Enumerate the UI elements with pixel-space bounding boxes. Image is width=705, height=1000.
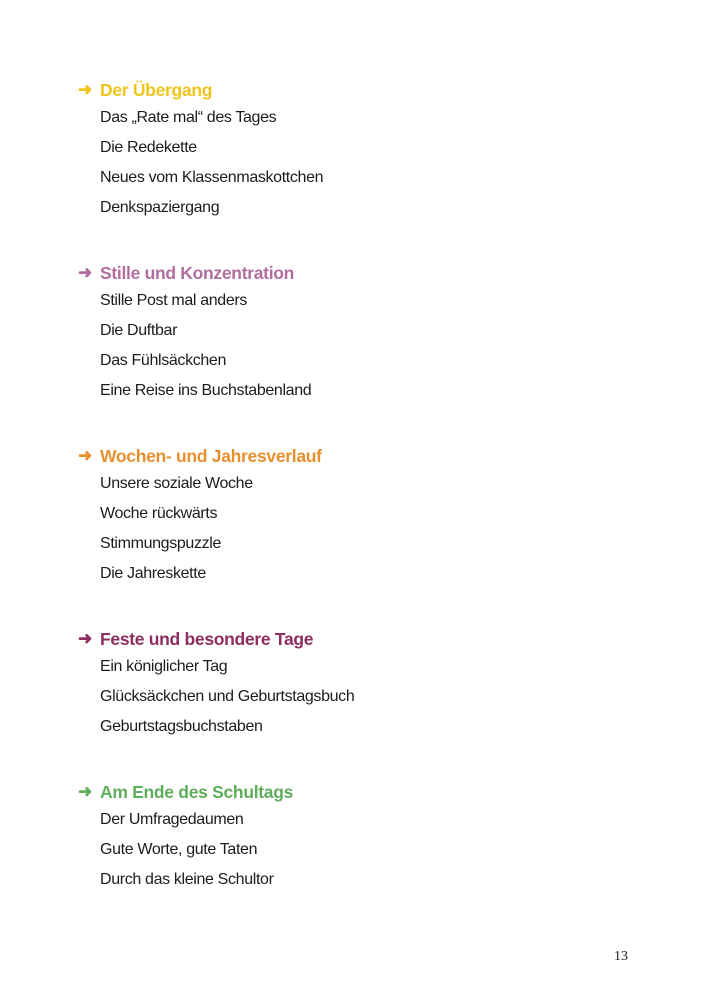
list-item: Eine Reise ins Buchstabenland bbox=[100, 382, 312, 399]
list-item: Die Redekette bbox=[100, 139, 197, 156]
arrow-right-icon: ➜ bbox=[78, 782, 92, 801]
list-item: Durch das kleine Schultor bbox=[100, 871, 274, 888]
section-title: Stille und Konzentration bbox=[100, 262, 295, 283]
list-item: Stimmungspuzzle bbox=[100, 535, 222, 552]
list-item: Das Fühlsäckchen bbox=[100, 352, 227, 369]
list-item: Stille Post mal anders bbox=[100, 292, 248, 309]
section-title: Am Ende des Schultags bbox=[100, 781, 294, 802]
section-der-uebergang bbox=[78, 77, 323, 223]
list-item: Gute Worte, gute Taten bbox=[100, 841, 258, 858]
section-feste-und-besondere-tage bbox=[78, 626, 354, 742]
list-item: Denkspaziergang bbox=[100, 199, 220, 216]
section-heading bbox=[78, 443, 322, 469]
arrow-right-icon: ➜ bbox=[78, 446, 92, 465]
section-title: Der Übergang bbox=[100, 79, 213, 100]
item-list bbox=[78, 286, 311, 406]
page-number: 13 bbox=[614, 949, 628, 964]
section-am-ende-des-schultags bbox=[78, 779, 293, 895]
arrow-right-icon: ➜ bbox=[78, 629, 92, 648]
item-list bbox=[78, 469, 322, 589]
section-heading bbox=[78, 260, 311, 286]
list-item: Geburtstagsbuchstaben bbox=[100, 718, 263, 735]
section-title: Feste und besondere Tage bbox=[100, 628, 314, 649]
list-item: Woche rückwärts bbox=[100, 505, 218, 522]
list-item: Unsere soziale Woche bbox=[100, 475, 253, 492]
list-item: Glücksäckchen und Geburtstagsbuch bbox=[100, 688, 355, 705]
section-heading bbox=[78, 77, 323, 103]
arrow-right-icon: ➜ bbox=[78, 80, 92, 99]
item-list bbox=[78, 805, 293, 895]
list-item: Das „Rate mal“ des Tages bbox=[100, 109, 277, 126]
list-item: Der Umfragedaumen bbox=[100, 811, 244, 828]
section-stille-und-konzentration bbox=[78, 260, 311, 406]
section-wochen-und-jahresverlauf bbox=[78, 443, 322, 589]
item-list bbox=[78, 103, 323, 223]
section-title: Wochen- und Jahresverlauf bbox=[100, 445, 322, 466]
item-list bbox=[78, 652, 354, 742]
list-item: Neues vom Klassenmaskottchen bbox=[100, 169, 324, 186]
list-item: Die Duftbar bbox=[100, 322, 178, 339]
section-heading bbox=[78, 779, 293, 805]
list-item: Ein königlicher Tag bbox=[100, 658, 228, 675]
list-item: Die Jahreskette bbox=[100, 565, 206, 582]
arrow-right-icon: ➜ bbox=[78, 263, 92, 282]
section-heading bbox=[78, 626, 354, 652]
